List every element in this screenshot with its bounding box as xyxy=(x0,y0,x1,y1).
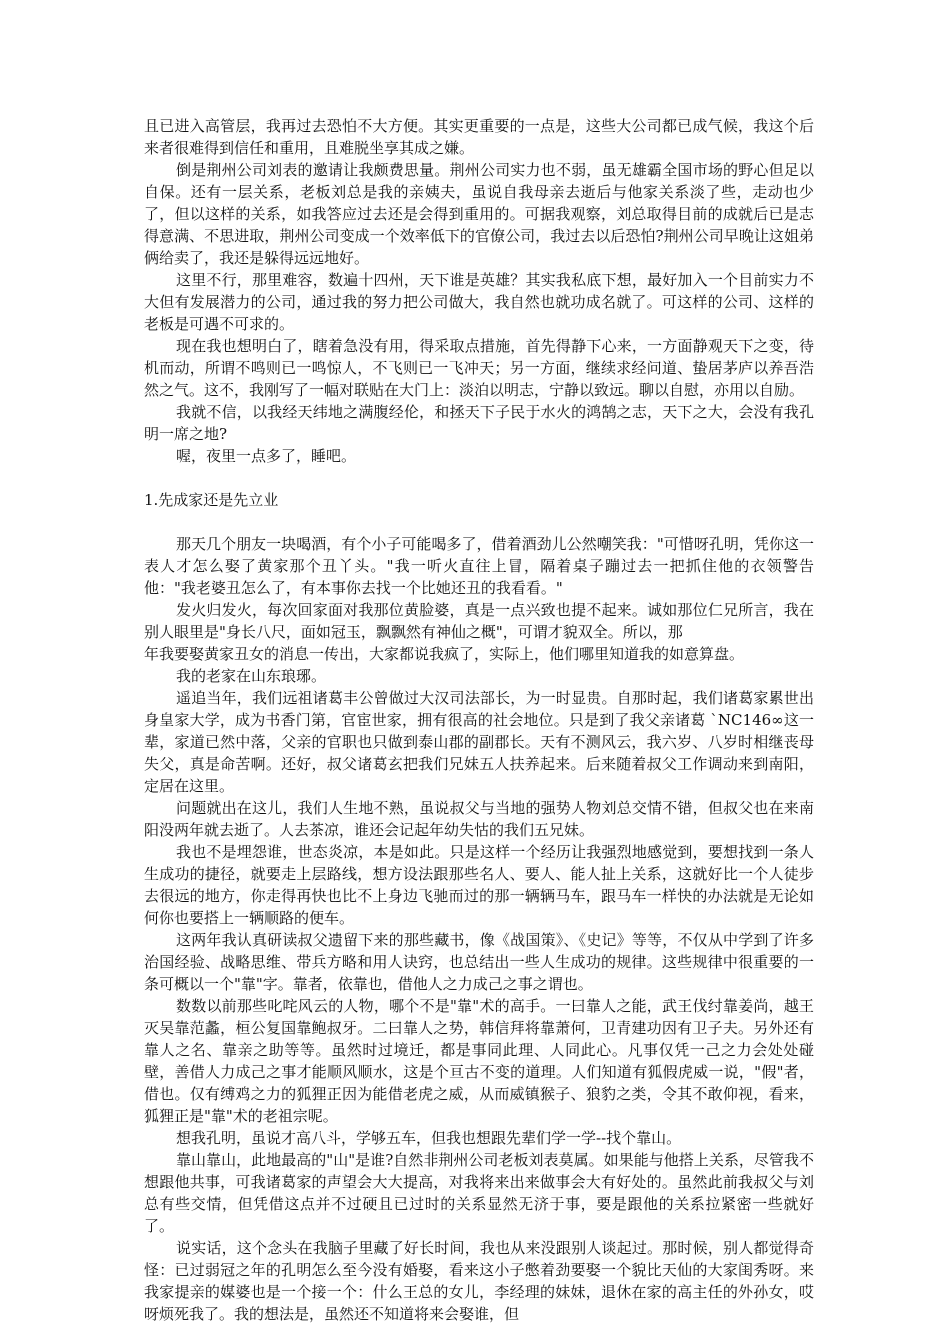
paragraph: 说实话，这个念头在我脑子里藏了好长时间，我也从来没跟别人谈起过。那时候，别人都觉得奇怪：已过弱冠之年的孔明怎么至今没有婚娶，看来这小子憋着劲要娶一个貌比天仙的大家闺秀呀。来我家提亲的媒婆也是一个接一个：什么王总的女儿，李经理的妹妹，退休在家的高主任的外孙女，哎呀烦死我了。我的想法是，虽然还不知道将来会娶谁，但 xyxy=(144,1239,814,1323)
paragraph: 数数以前那些叱咤风云的人物，哪个不是"靠"术的高手。一曰靠人之能，武王伐纣靠姜尚，越王灭吴靠范蠡，桓公复国靠鲍叔牙。二曰靠人之势，韩信拜将靠萧何，卫青建功因有卫子夫。另外还有靠人之名、靠亲之助等等。虽然时过境迁，都是事同此理、人同此心。凡事仅凭一己之力会处处碰壁，善借人力成己之事才能顺风顺水，这是个亘古不变的道理。人们知道有狐假虎威一说，"假"者，借也。仅有缚鸡之力的狐狸正因为能借老虎之威，从而威镇猴子、狼豹之类，令其不敢仰视，看来，狐狸正是"靠"术的老祖宗呢。 xyxy=(144,997,814,1125)
paragraph: 现在我也想明白了，瞎着急没有用，得采取点措施，首先得静下心来，一方面静观天下之变，待机而动，所谓不鸣则已一鸣惊人，不飞则已一飞冲天；另一方面，继续求经问道、蛰居茅庐以养吾浩然之气。这不，我刚写了一幅对联贴在大门上：淡泊以明志，宁静以致远。聊以自慰，亦用以自励。 xyxy=(144,337,814,399)
paragraph: 问题就出在这儿，我们人生地不熟，虽说叔父与当地的强势人物刘总交情不错，但叔父也在来南阳没两年就去逝了。人去茶凉，谁还会记起年幼失怙的我们五兄妹。 xyxy=(144,799,814,839)
paragraph: 发火归发火，每次回家面对我那位黄脸婆，真是一点兴致也提不起来。诚如那位仁兄所言，我在别人眼里是"身长八尺，面如冠玉，飘飘然有神仙之概"，可谓才貌双全。所以，那 xyxy=(144,601,814,641)
paragraph: 那天几个朋友一块喝酒，有个小子可能喝多了，借着酒劲儿公然嘲笑我："可惜呀孔明，凭你这一表人才怎么娶了黄家那个丑丫头。"我一听火直往上冒，隔着桌子蹦过去一把抓住他的衣领警告他："我老婆丑怎么了，有本事你去找一个比她还丑的我看看。" xyxy=(144,535,814,597)
paragraph: 靠山靠山，此地最高的"山"是谁?自然非荆州公司老板刘表莫属。如果能与他搭上关系，尽管我不想跟他共事，可我诸葛家的声望会大大提高，对我将来出来做事会大有好处的。虽然此前我叔父与刘总有些交情，但凭借这点并不过硬且已过时的关系显然无济于事，要是跟他的关系拉紧密一些就好了。 xyxy=(144,1151,814,1235)
paragraph: 年我要娶黄家丑女的消息一传出，大家都说我疯了，实际上，他们哪里知道我的如意算盘。 xyxy=(144,645,745,663)
paragraph: 想我孔明，虽说才高八斗，学够五车，但我也想跟先辈们学一学--找个靠山。 xyxy=(176,1129,682,1147)
document-page xyxy=(144,115,814,1325)
paragraph: 这里不行，那里难容，数遍十四州，天下谁是英雄？其实我私底下想，最好加入一个目前实力不大但有发展潜力的公司，通过我的努力把公司做大，我自然也就功成名就了。可这样的公司、这样的老板是可遇不可求的。 xyxy=(144,271,814,333)
paragraph: 我的老家在山东琅琊。 xyxy=(176,667,327,685)
paragraph: 倒是荆州公司刘表的邀请让我颇费思量。荆州公司实力也不弱，虽无雄霸全国市场的野心但足以自保。还有一层关系，老板刘总是我的亲姨夫，虽说自我母亲去逝后与他家关系淡了些，走动也少了，但以这样的关系，如我答应过去还是会得到重用的。可据我观察，刘总取得目前的成就后已是志得意满、不思进取，荆州公司变成一个效率低下的官僚公司，我过去以后恐怕?荆州公司早晚让这姐弟俩给卖了，我还是躲得远远地好。 xyxy=(144,161,814,267)
paragraph: 喔，夜里一点多了，睡吧。 xyxy=(176,447,357,465)
paragraph: 且已进入高管层，我再过去恐怕不大方便。其实更重要的一点是，这些大公司都已成气候，我这个后来者很难得到信任和重用，且难脱坐享其成之嫌。 xyxy=(144,117,814,157)
section-heading: 1.先成家还是先立业 xyxy=(144,491,279,509)
paragraph: 我就不信，以我经天纬地之满腹经伦，和拯天下子民于水火的鸿鹄之志，天下之大，会没有我孔明一席之地? xyxy=(144,403,814,443)
paragraph: 遥追当年，我们远祖诸葛丰公曾做过大汉司法部长，为一时显贵。自那时起，我们诸葛家累世出身皇家大学，成为书香门第，官宦世家，拥有很高的社会地位。只是到了我父亲诸葛 `NC146∞这一辈，家道已然中落，父亲的官职也只做到泰山郡的副郡长。天有不测风云，我六岁、八岁时相继丧母失父，真是命苦啊。还好，叔父诸葛玄把我们兄妹五人扶养起来。后来随着叔父工作调动来到南阳，定居在这里。 xyxy=(144,689,814,795)
paragraph: 我也不是埋怨谁，世态炎凉，本是如此。只是这样一个经历让我强烈地感觉到，要想找到一条人生成功的捷径，就要走上层路线，想方设法跟那些名人、要人、能人扯上关系，这就好比一个人徒步去很远的地方，你走得再快也比不上身边飞驰而过的那一辆辆马车，跟马车一样快的办法就是无论如何你也要搭上一辆顺路的便车。 xyxy=(144,843,814,927)
paragraph: 这两年我认真研读叔父遗留下来的那些藏书，像《战国策》、《史记》等等，不仅从中学到了许多治国经验、战略思维、带兵方略和用人诀窍，也总结出一些人生成功的规律。这些规律中很重要的一条可概以一个"靠"字。靠者，依靠也，借他人之力成己之事之谓也。 xyxy=(144,931,814,993)
